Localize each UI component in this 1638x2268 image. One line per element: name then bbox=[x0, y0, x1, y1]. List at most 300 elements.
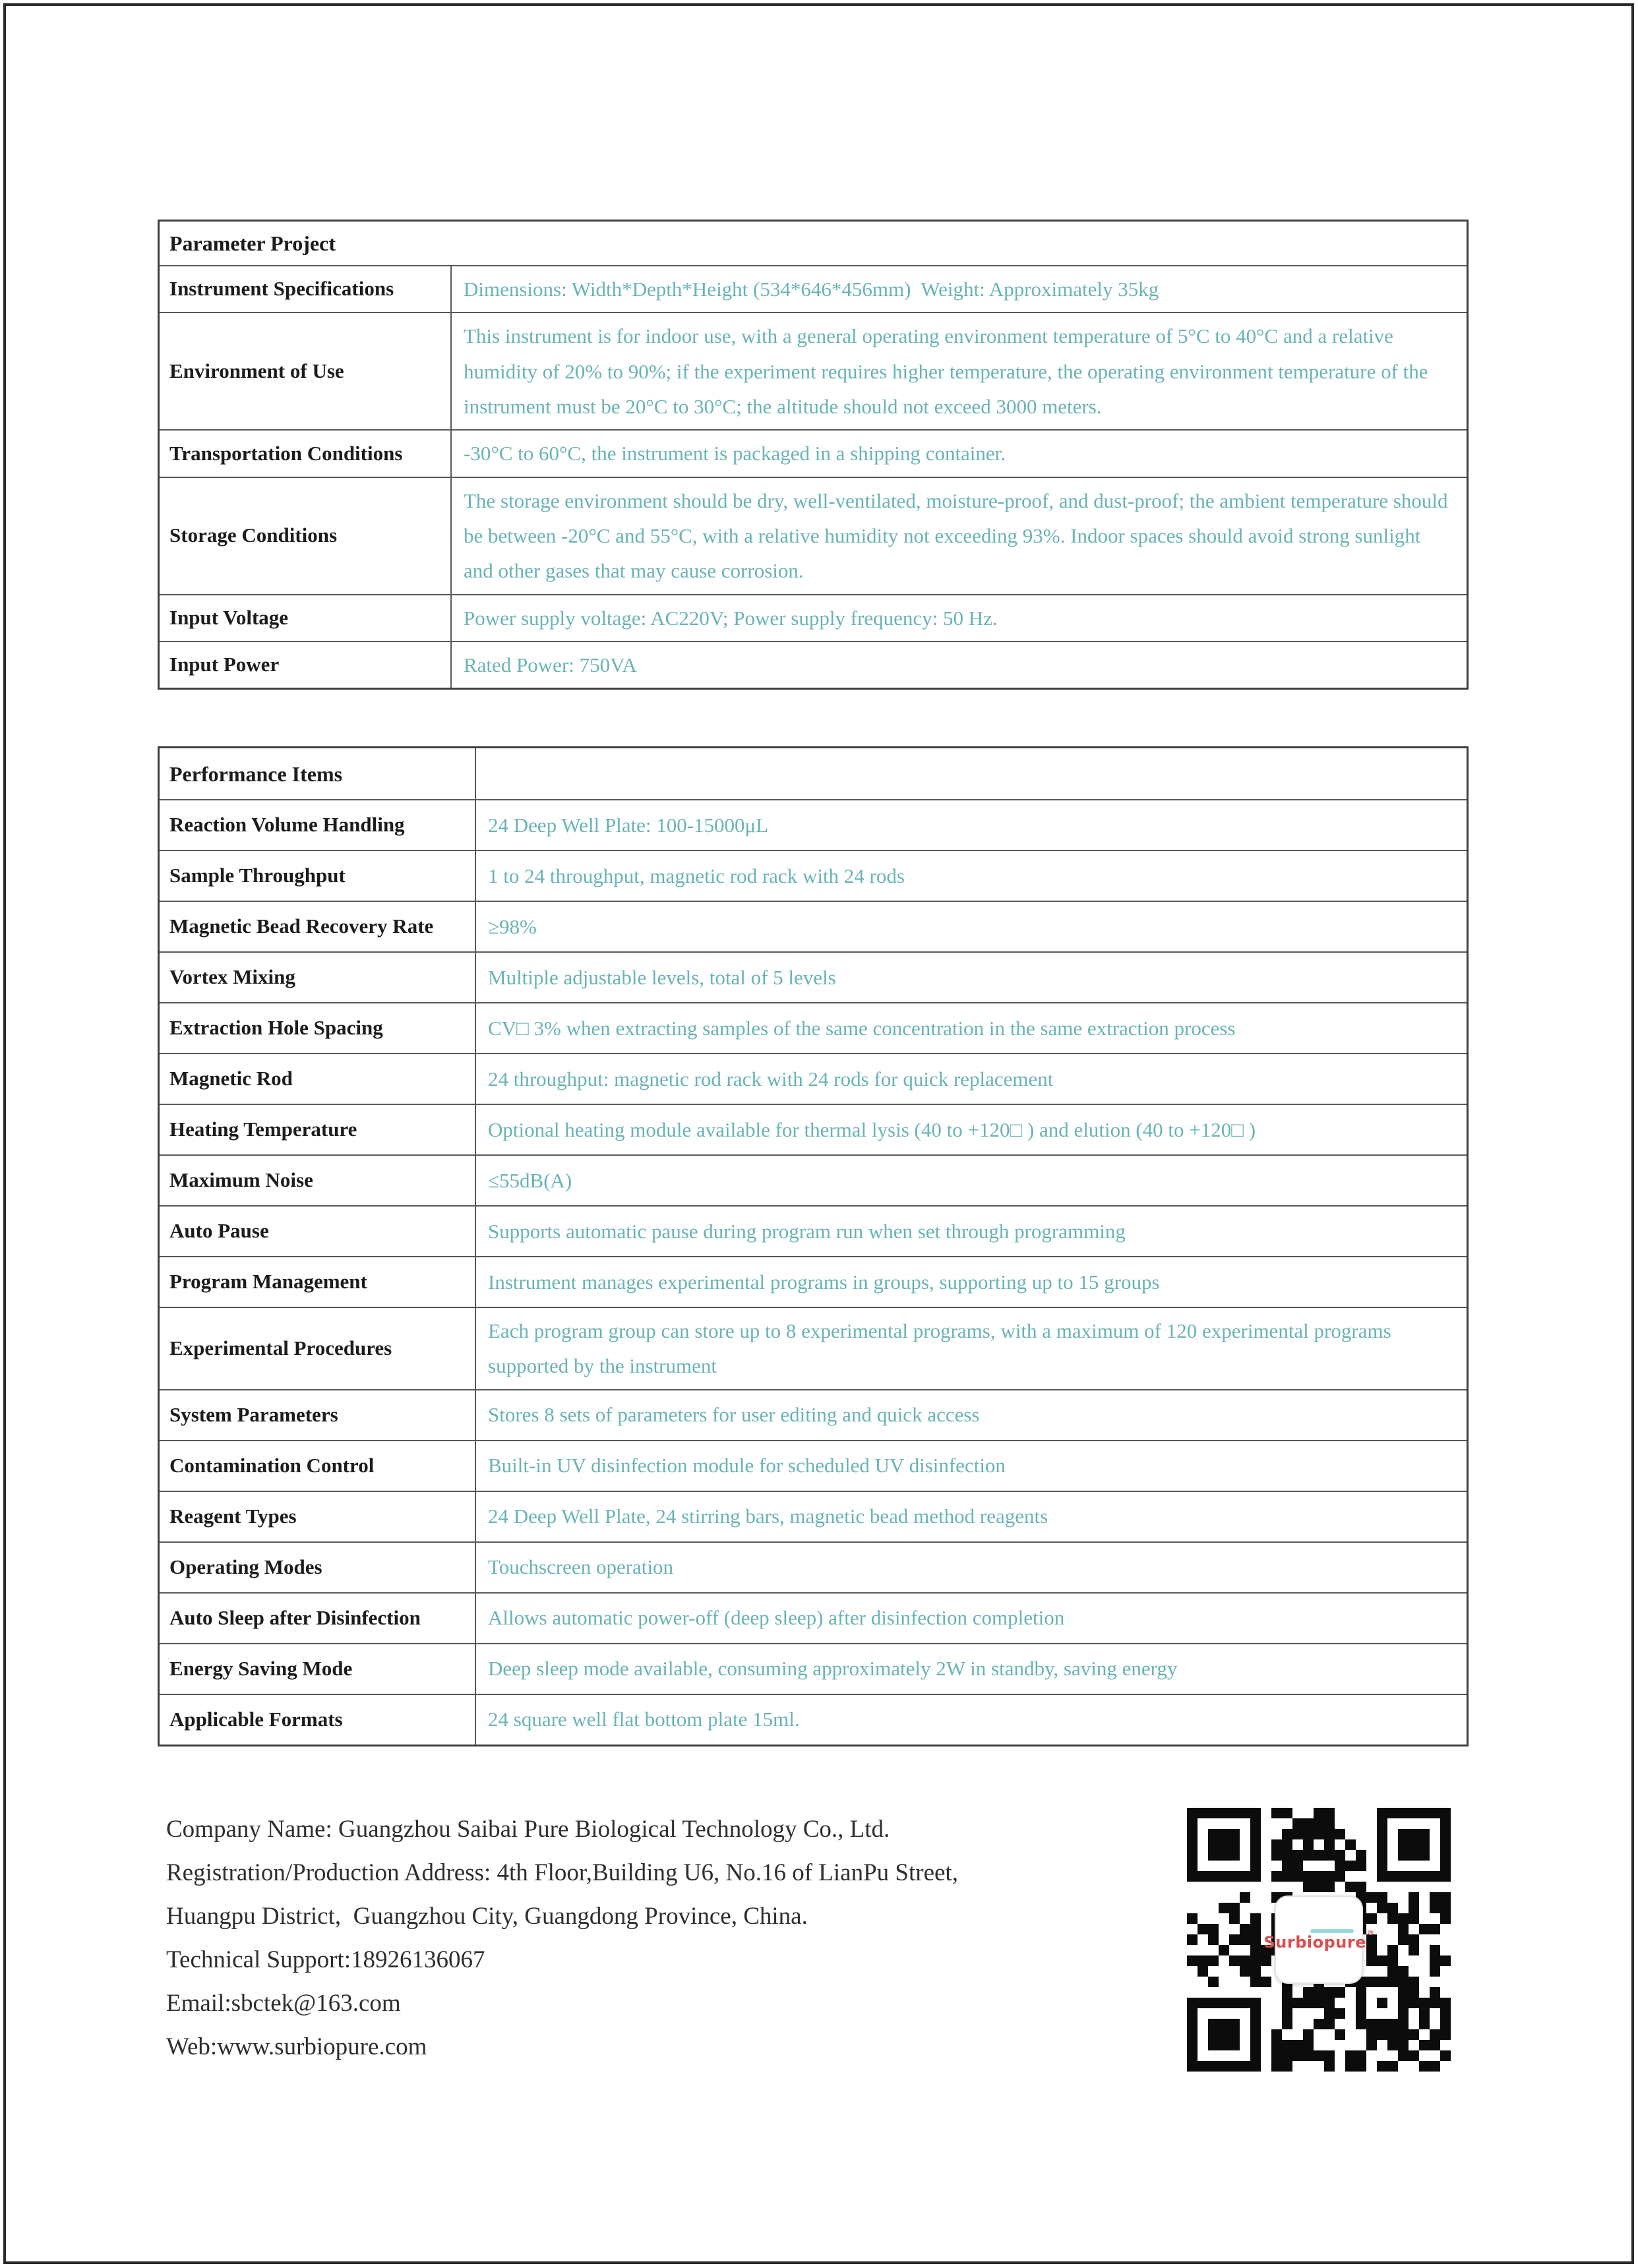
qr-module bbox=[1440, 2061, 1451, 2072]
table-header-cell bbox=[160, 222, 1467, 265]
qr-module bbox=[1335, 1839, 1345, 1850]
qr-module bbox=[1303, 1987, 1314, 1998]
qr-module bbox=[1198, 1955, 1208, 1966]
qr-module bbox=[1387, 1861, 1398, 1871]
qr-module bbox=[1303, 2019, 1314, 2029]
qr-module bbox=[1261, 1977, 1271, 1987]
qr-module bbox=[1271, 2008, 1282, 2019]
qr-module bbox=[1282, 1818, 1292, 1829]
qr-module bbox=[1219, 1945, 1229, 1955]
qr-module bbox=[1314, 1861, 1324, 1871]
qr-module bbox=[1292, 2019, 1303, 2029]
table-row bbox=[160, 1643, 1467, 1694]
qr-module bbox=[1303, 1818, 1314, 1829]
qr-module bbox=[1430, 2019, 1440, 2029]
qr-module bbox=[1440, 1924, 1451, 1934]
qr-module bbox=[1240, 1892, 1250, 1903]
qr-module bbox=[1198, 1839, 1208, 1850]
qr-module bbox=[1292, 1987, 1303, 1998]
qr-module bbox=[1324, 1829, 1335, 1839]
qr-module bbox=[1335, 2040, 1345, 2050]
table-row bbox=[160, 1104, 1467, 1154]
qr-module bbox=[1398, 2029, 1409, 2040]
row-label: Sample Throughput bbox=[169, 864, 346, 887]
qr-module bbox=[1377, 1861, 1387, 1871]
qr-module bbox=[1440, 1977, 1451, 1987]
qr-module bbox=[1314, 2019, 1324, 2029]
table-header-row bbox=[160, 222, 1467, 265]
qr-module bbox=[1398, 1861, 1409, 1871]
qr-module bbox=[1250, 1903, 1261, 1913]
qr-module bbox=[1187, 1871, 1198, 1882]
qr-module bbox=[1430, 1977, 1440, 1987]
qr-module bbox=[1229, 2019, 1240, 2029]
qr-module bbox=[1219, 2061, 1229, 2072]
qr-module bbox=[1187, 1934, 1198, 1945]
row-label: Program Management bbox=[169, 1270, 367, 1294]
qr-module bbox=[1219, 1871, 1229, 1882]
qr-module bbox=[1314, 1829, 1324, 1839]
qr-module bbox=[1409, 2029, 1419, 2040]
qr-module bbox=[1335, 2050, 1345, 2061]
qr-module bbox=[1292, 1861, 1303, 1871]
qr-module bbox=[1430, 2061, 1440, 2072]
qr-module bbox=[1240, 2008, 1250, 2019]
qr-module bbox=[1419, 2061, 1430, 2072]
qr-module bbox=[1440, 1998, 1451, 2008]
qr-module bbox=[1250, 1924, 1261, 1934]
qr-module bbox=[1271, 1818, 1282, 1829]
qr-module bbox=[1229, 1977, 1240, 1987]
qr-module bbox=[1345, 2008, 1356, 2019]
qr-module bbox=[1208, 1818, 1219, 1829]
qr-module bbox=[1240, 1945, 1250, 1955]
qr-module bbox=[1198, 1934, 1208, 1945]
qr-module bbox=[1430, 1871, 1440, 1882]
qr-module bbox=[1219, 1839, 1229, 1850]
qr-module bbox=[1440, 1903, 1451, 1913]
qr-module bbox=[1398, 1882, 1409, 1892]
qr-module bbox=[1261, 1966, 1271, 1977]
qr-module bbox=[1229, 1913, 1240, 1924]
contact-line: Web:www.surbiopure.com bbox=[166, 2033, 427, 2060]
qr-module bbox=[1240, 1861, 1250, 1871]
qr-module bbox=[1250, 2019, 1261, 2029]
row-value: Stores 8 sets of parameters for user editing and quick access bbox=[475, 1390, 1467, 1440]
qr-module bbox=[1198, 2008, 1208, 2019]
qr-module bbox=[1208, 1998, 1219, 2008]
qr-module bbox=[1366, 2040, 1377, 2050]
qr-module bbox=[1271, 1882, 1282, 1892]
qr-module bbox=[1387, 2008, 1398, 2019]
qr-module bbox=[1292, 1882, 1303, 1892]
qr-module bbox=[1229, 1871, 1240, 1882]
qr-module bbox=[1387, 1850, 1398, 1861]
qr-module bbox=[1419, 1998, 1430, 2008]
qr-module bbox=[1398, 2061, 1409, 2072]
qr-module bbox=[1271, 1861, 1282, 1871]
qr-module bbox=[1303, 1808, 1314, 1818]
table-row bbox=[160, 901, 1467, 951]
qr-module bbox=[1419, 1808, 1430, 1818]
qr-module bbox=[1345, 1829, 1356, 1839]
qr-module bbox=[1261, 1882, 1271, 1892]
row-label: Auto Sleep after Disinfection bbox=[169, 1605, 421, 1629]
qr-module bbox=[1419, 1903, 1430, 1913]
qr-module bbox=[1387, 1839, 1398, 1850]
qr-module bbox=[1261, 2008, 1271, 2019]
qr-module bbox=[1219, 1808, 1229, 1818]
qr-module bbox=[1250, 2029, 1261, 2040]
qr-module bbox=[1292, 2029, 1303, 2040]
qr-module bbox=[1377, 1818, 1387, 1829]
qr-module bbox=[1187, 1829, 1198, 1839]
qr-module bbox=[1366, 1987, 1377, 1998]
qr-module bbox=[1303, 1829, 1314, 1839]
qr-module bbox=[1229, 1966, 1240, 1977]
qr-module bbox=[1356, 2061, 1366, 2072]
qr-module bbox=[1366, 1903, 1377, 1913]
qr-module bbox=[1377, 1966, 1387, 1977]
qr-module bbox=[1377, 1934, 1387, 1945]
qr-module bbox=[1292, 2040, 1303, 2050]
qr-module bbox=[1250, 2061, 1261, 2072]
qr-module bbox=[1261, 2040, 1271, 2050]
row-value: ≥98% bbox=[475, 902, 1467, 951]
qr-module bbox=[1356, 2019, 1366, 2029]
qr-module bbox=[1356, 2050, 1366, 2061]
qr-module bbox=[1250, 1945, 1261, 1955]
qr-module bbox=[1219, 1892, 1229, 1903]
qr-module bbox=[1250, 1818, 1261, 1829]
qr-module bbox=[1324, 1808, 1335, 1818]
qr-module bbox=[1250, 2008, 1261, 2019]
qr-module bbox=[1303, 1882, 1314, 1892]
contact-line: Technical Support:18926136067 bbox=[166, 1946, 485, 1973]
qr-module bbox=[1419, 1966, 1430, 1977]
qr-module bbox=[1219, 1987, 1229, 1998]
qr-module bbox=[1335, 1829, 1345, 1839]
row-label: Applicable Formats bbox=[169, 1707, 343, 1731]
qr-module bbox=[1398, 1903, 1409, 1913]
qr-module bbox=[1335, 1998, 1345, 2008]
qr-module bbox=[1430, 1955, 1440, 1966]
qr-module bbox=[1261, 1955, 1271, 1966]
qr-module bbox=[1303, 1998, 1314, 2008]
qr-module bbox=[1335, 1808, 1345, 1818]
table-row bbox=[160, 951, 1467, 1002]
qr-module bbox=[1398, 1955, 1409, 1966]
table-row bbox=[160, 1053, 1467, 1104]
qr-module bbox=[1282, 2061, 1292, 2072]
qr-module bbox=[1324, 2050, 1335, 2061]
qr-module bbox=[1430, 1892, 1440, 1903]
qr-module bbox=[1250, 1955, 1261, 1966]
qr-module bbox=[1261, 1871, 1271, 1882]
qr-module bbox=[1187, 1913, 1198, 1924]
qr-module bbox=[1240, 1850, 1250, 1861]
qr-module bbox=[1198, 2029, 1208, 2040]
qr-module bbox=[1419, 1861, 1430, 1871]
qr-module bbox=[1377, 1913, 1387, 1924]
row-value: Deep sleep mode available, consuming approximately 2W in standby, saving energy bbox=[475, 1644, 1467, 1694]
qr-module bbox=[1292, 1998, 1303, 2008]
qr-module bbox=[1387, 1818, 1398, 1829]
qr-module bbox=[1282, 1839, 1292, 1850]
qr-module bbox=[1187, 2019, 1198, 2029]
qr-module bbox=[1345, 1871, 1356, 1882]
table-header-row bbox=[160, 748, 1467, 799]
qr-module bbox=[1250, 1871, 1261, 1882]
qr-module bbox=[1430, 1998, 1440, 2008]
qr-module bbox=[1398, 2040, 1409, 2050]
qr-module bbox=[1409, 1924, 1419, 1934]
table-row bbox=[160, 1307, 1467, 1389]
qr-module bbox=[1356, 1871, 1366, 1882]
table-row bbox=[160, 1694, 1467, 1745]
qr-module bbox=[1229, 1892, 1240, 1903]
row-label: Experimental Procedures bbox=[169, 1336, 392, 1359]
qr-module bbox=[1198, 1829, 1208, 1839]
qr-module bbox=[1198, 1808, 1208, 1818]
table-row bbox=[160, 1256, 1467, 1307]
qr-module bbox=[1208, 1850, 1219, 1861]
qr-module bbox=[1271, 2061, 1282, 2072]
qr-module bbox=[1229, 1955, 1240, 1966]
qr-module bbox=[1261, 1839, 1271, 1850]
qr-code bbox=[1187, 1808, 1451, 2072]
qr-module bbox=[1387, 1924, 1398, 1934]
qr-module bbox=[1345, 1818, 1356, 1829]
qr-module bbox=[1356, 2029, 1366, 2040]
qr-module bbox=[1366, 1955, 1377, 1966]
qr-module bbox=[1292, 1808, 1303, 1818]
qr-module bbox=[1335, 1871, 1345, 1882]
qr-module bbox=[1314, 2029, 1324, 2040]
qr-module bbox=[1377, 2061, 1387, 2072]
qr-module bbox=[1419, 2019, 1430, 2029]
qr-module bbox=[1419, 1934, 1430, 1945]
qr-module bbox=[1219, 1924, 1229, 1934]
qr-module bbox=[1219, 2019, 1229, 2029]
qr-module bbox=[1229, 1850, 1240, 1861]
qr-module bbox=[1356, 1861, 1366, 1871]
qr-module bbox=[1271, 1850, 1282, 1861]
qr-module bbox=[1409, 1955, 1419, 1966]
qr-module bbox=[1377, 2029, 1387, 2040]
qr-module bbox=[1387, 2040, 1398, 2050]
qr-module bbox=[1345, 2050, 1356, 2061]
qr-module bbox=[1292, 2008, 1303, 2019]
qr-module bbox=[1356, 2040, 1366, 2050]
qr-module bbox=[1229, 1861, 1240, 1871]
qr-module bbox=[1430, 1924, 1440, 1934]
qr-module bbox=[1250, 1892, 1261, 1903]
qr-module bbox=[1377, 1955, 1387, 1966]
qr-module bbox=[1398, 1808, 1409, 1818]
qr-module bbox=[1261, 1850, 1271, 1861]
qr-module bbox=[1187, 1966, 1198, 1977]
qr-module bbox=[1409, 1818, 1419, 1829]
qr-module bbox=[1198, 1966, 1208, 1977]
qr-module bbox=[1250, 1850, 1261, 1861]
qr-module bbox=[1240, 2061, 1250, 2072]
qr-module bbox=[1198, 1818, 1208, 1829]
qr-module bbox=[1208, 1861, 1219, 1871]
qr-module bbox=[1398, 1987, 1409, 1998]
qr-module bbox=[1366, 2029, 1377, 2040]
qr-module bbox=[1356, 1829, 1366, 1839]
qr-module bbox=[1314, 1808, 1324, 1818]
qr-module bbox=[1419, 1882, 1430, 1892]
qr-module bbox=[1398, 2019, 1409, 2029]
qr-module bbox=[1208, 1924, 1219, 1934]
qr-module bbox=[1303, 1850, 1314, 1861]
qr-module bbox=[1282, 1871, 1292, 1882]
qr-module bbox=[1187, 1818, 1198, 1829]
qr-module bbox=[1398, 1924, 1409, 1934]
qr-module bbox=[1377, 2008, 1387, 2019]
qr-module bbox=[1240, 2029, 1250, 2040]
qr-module bbox=[1261, 1818, 1271, 1829]
contact-line: Huangpu District, Guangzhou City, Guangdong Province, China. bbox=[166, 1903, 808, 1930]
qr-module bbox=[1409, 1903, 1419, 1913]
qr-module bbox=[1356, 1850, 1366, 1861]
qr-module bbox=[1377, 1998, 1387, 2008]
qr-module bbox=[1187, 2050, 1198, 2061]
qr-module bbox=[1261, 1892, 1271, 1903]
qr-module bbox=[1271, 2050, 1282, 2061]
qr-module bbox=[1419, 1892, 1430, 1903]
qr-module bbox=[1240, 1871, 1250, 1882]
qr-module bbox=[1240, 1839, 1250, 1850]
table-row bbox=[160, 1592, 1467, 1643]
qr-module bbox=[1219, 1882, 1229, 1892]
qr-module bbox=[1409, 2040, 1419, 2050]
row-label: Auto Pause bbox=[169, 1219, 269, 1243]
qr-module bbox=[1409, 1861, 1419, 1871]
table-row bbox=[160, 312, 1467, 429]
row-label: Extraction Hole Spacing bbox=[169, 1016, 383, 1040]
contact-line: Email:sbctek@163.com bbox=[166, 1990, 401, 2017]
row-value: -30°C to 60°C, the instrument is packaged in a shipping container. bbox=[450, 431, 1467, 476]
qr-module bbox=[1250, 2050, 1261, 2061]
qr-module bbox=[1208, 1977, 1219, 1987]
qr-module bbox=[1335, 1882, 1345, 1892]
qr-module bbox=[1219, 1850, 1229, 1861]
row-value: Dimensions: Width*Depth*Height (534*646*456mm) Weight: Approximately 35kg bbox=[450, 266, 1467, 312]
qr-module bbox=[1387, 1987, 1398, 1998]
qr-module bbox=[1261, 2050, 1271, 2061]
qr-module bbox=[1419, 2008, 1430, 2019]
qr-module bbox=[1229, 1808, 1240, 1818]
row-value: Touchscreen operation bbox=[475, 1543, 1467, 1592]
qr-module bbox=[1430, 1945, 1440, 1955]
qr-module bbox=[1366, 1839, 1377, 1850]
qr-module bbox=[1282, 1882, 1292, 1892]
qr-module bbox=[1271, 1871, 1282, 1882]
qr-module bbox=[1345, 2019, 1356, 2029]
qr-module bbox=[1419, 2029, 1430, 2040]
qr-module bbox=[1409, 1871, 1419, 1882]
qr-module bbox=[1366, 1808, 1377, 1818]
qr-module bbox=[1292, 1818, 1303, 1829]
qr-module bbox=[1324, 1839, 1335, 1850]
qr-module bbox=[1282, 2008, 1292, 2019]
qr-module bbox=[1345, 1861, 1356, 1871]
qr-module bbox=[1187, 1955, 1198, 1966]
qr-module bbox=[1398, 1913, 1409, 1924]
qr-module bbox=[1187, 1850, 1198, 1861]
qr-module bbox=[1187, 1903, 1198, 1913]
qr-module bbox=[1440, 1987, 1451, 1998]
qr-module bbox=[1440, 2050, 1451, 2061]
row-value: The storage environment should be dry, well-ventilated, moisture-proof, and dust-proof; the ambient temperature should be between -20°C and 55°C, with a relative humidity not exceeding 93%. Indoor spaces should avoid strong sunlight and other gases that may cause corrosion. bbox=[450, 478, 1467, 594]
qr-module bbox=[1440, 2008, 1451, 2019]
qr-module bbox=[1282, 1829, 1292, 1839]
qr-module bbox=[1198, 2061, 1208, 2072]
qr-module bbox=[1430, 1861, 1440, 1871]
qr-module bbox=[1187, 2040, 1198, 2050]
qr-module bbox=[1240, 2050, 1250, 2061]
row-value: Each program group can store up to 8 experimental programs, with a maximum of 120 experimental programs supported by the instrument bbox=[475, 1308, 1467, 1389]
qr-module bbox=[1303, 2040, 1314, 2050]
qr-module bbox=[1250, 1998, 1261, 2008]
table-row bbox=[160, 850, 1467, 901]
qr-module bbox=[1219, 2050, 1229, 2061]
qr-module bbox=[1409, 1966, 1419, 1977]
qr-module bbox=[1314, 1998, 1324, 2008]
qr-module bbox=[1335, 1861, 1345, 1871]
qr-module bbox=[1261, 2061, 1271, 2072]
qr-module bbox=[1229, 1987, 1240, 1998]
row-value: 24 throughput: magnetic rod rack with 24 rods for quick replacement bbox=[475, 1054, 1467, 1104]
qr-module bbox=[1250, 1934, 1261, 1945]
qr-module bbox=[1314, 2008, 1324, 2019]
qr-module bbox=[1292, 2061, 1303, 2072]
qr-module bbox=[1187, 2061, 1198, 2072]
qr-module bbox=[1187, 1839, 1198, 1850]
qr-module bbox=[1409, 1913, 1419, 1924]
qr-module bbox=[1377, 2040, 1387, 2050]
qr-module bbox=[1345, 1850, 1356, 1861]
qr-module bbox=[1430, 1903, 1440, 1913]
qr-module bbox=[1219, 2040, 1229, 2050]
qr-module bbox=[1219, 1934, 1229, 1945]
qr-module bbox=[1292, 1850, 1303, 1861]
qr-module bbox=[1187, 1892, 1198, 1903]
qr-module bbox=[1366, 1998, 1377, 2008]
qr-module bbox=[1250, 1966, 1261, 1977]
qr-module bbox=[1187, 1861, 1198, 1871]
qr-module bbox=[1261, 2019, 1271, 2029]
qr-module bbox=[1303, 1861, 1314, 1871]
row-value: Built-in UV disinfection module for scheduled UV disinfection bbox=[475, 1441, 1467, 1491]
qr-module bbox=[1335, 1987, 1345, 1998]
row-label: Maximum Noise bbox=[169, 1168, 313, 1192]
qr-module bbox=[1187, 1987, 1198, 1998]
qr-module bbox=[1208, 2040, 1219, 2050]
qr-module bbox=[1356, 2008, 1366, 2019]
qr-module bbox=[1198, 1987, 1208, 1998]
qr-module bbox=[1377, 2019, 1387, 2029]
qr-module bbox=[1356, 1882, 1366, 1892]
qr-module bbox=[1335, 2019, 1345, 2029]
qr-module bbox=[1387, 1882, 1398, 1892]
row-label: Input Voltage bbox=[169, 605, 289, 629]
qr-module bbox=[1409, 2019, 1419, 2029]
qr-module bbox=[1271, 1829, 1282, 1839]
